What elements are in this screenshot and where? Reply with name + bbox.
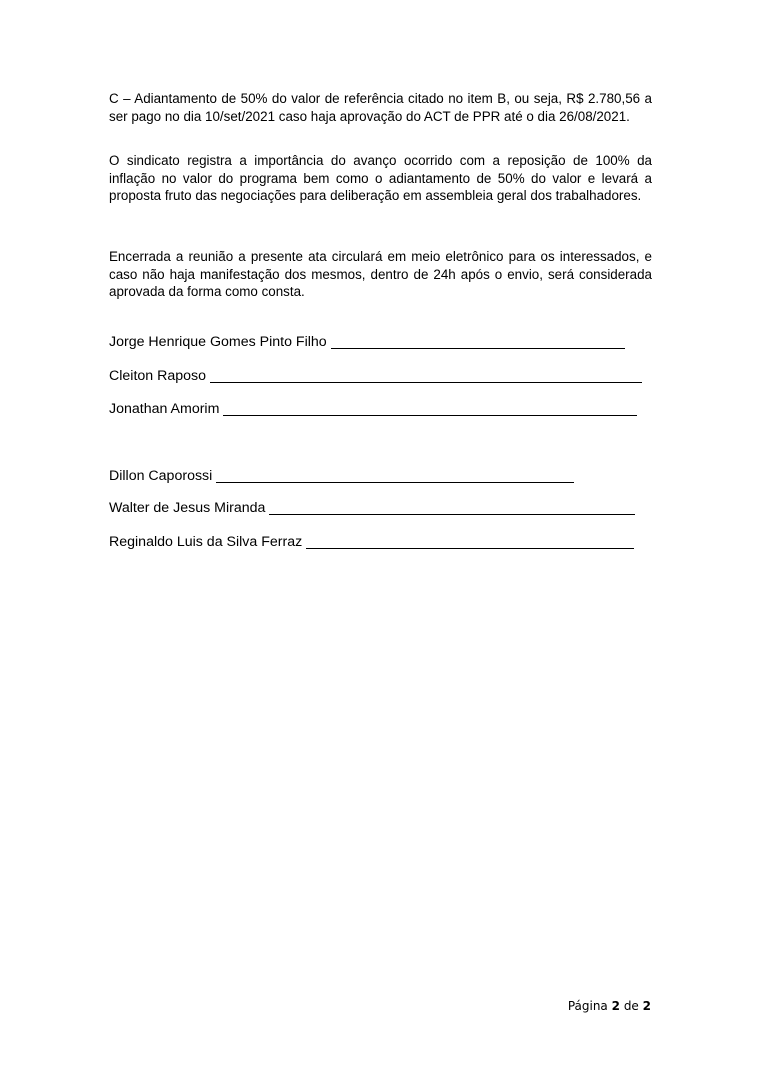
signature-row bbox=[109, 367, 642, 385]
of-word: de bbox=[623, 999, 639, 1013]
signature-line bbox=[331, 334, 625, 349]
signature-row bbox=[109, 467, 574, 485]
signature-line bbox=[269, 500, 635, 515]
signature-line bbox=[210, 368, 642, 383]
signatory-name: Cleiton Raposo bbox=[109, 368, 207, 384]
signature-line bbox=[216, 468, 574, 483]
signature-line bbox=[306, 534, 634, 549]
page-number-footer bbox=[568, 998, 651, 1014]
signature-row bbox=[109, 400, 637, 418]
signatory-name: Dillon Caporossi bbox=[109, 468, 213, 484]
signatory-name: Reginaldo Luis da Silva Ferraz bbox=[109, 534, 303, 550]
paragraph-encerramento: Encerrada a reunião a presente ata circulará em meio eletrônico para os interessados, e caso não haja manifestação dos mesmos, dentro de 24h após o envio, será considerada aprovada da forma como consta. bbox=[109, 249, 652, 299]
current-page-number: 2 bbox=[611, 999, 620, 1013]
signatory-name: Jorge Henrique Gomes Pinto Filho bbox=[109, 334, 327, 350]
paragraph-item-c: C – Adiantamento de 50% do valor de referência citado no item B, ou seja, R$ 2.780,56 a ser pago no dia 10/set/2021 caso haja aprovação do ACT de PPR até o dia 26/08/2021. bbox=[109, 91, 652, 124]
total-pages-number: 2 bbox=[642, 999, 651, 1013]
signature-row bbox=[109, 499, 635, 517]
page-word: Página bbox=[567, 999, 608, 1013]
signature-line bbox=[223, 401, 637, 416]
signatory-name: Walter de Jesus Miranda bbox=[109, 500, 266, 516]
signature-row bbox=[109, 533, 634, 551]
paragraph-sindicato: O sindicato registra a importância do avanço ocorrido com a reposição de 100% da inflação no valor do programa bem como o adiantamento de 50% do valor e levará a proposta fruto das negociações para deliberação em assembleia geral dos trabalhadores. bbox=[109, 153, 652, 203]
signatory-name: Jonathan Amorim bbox=[109, 401, 220, 417]
signature-row bbox=[109, 333, 625, 351]
